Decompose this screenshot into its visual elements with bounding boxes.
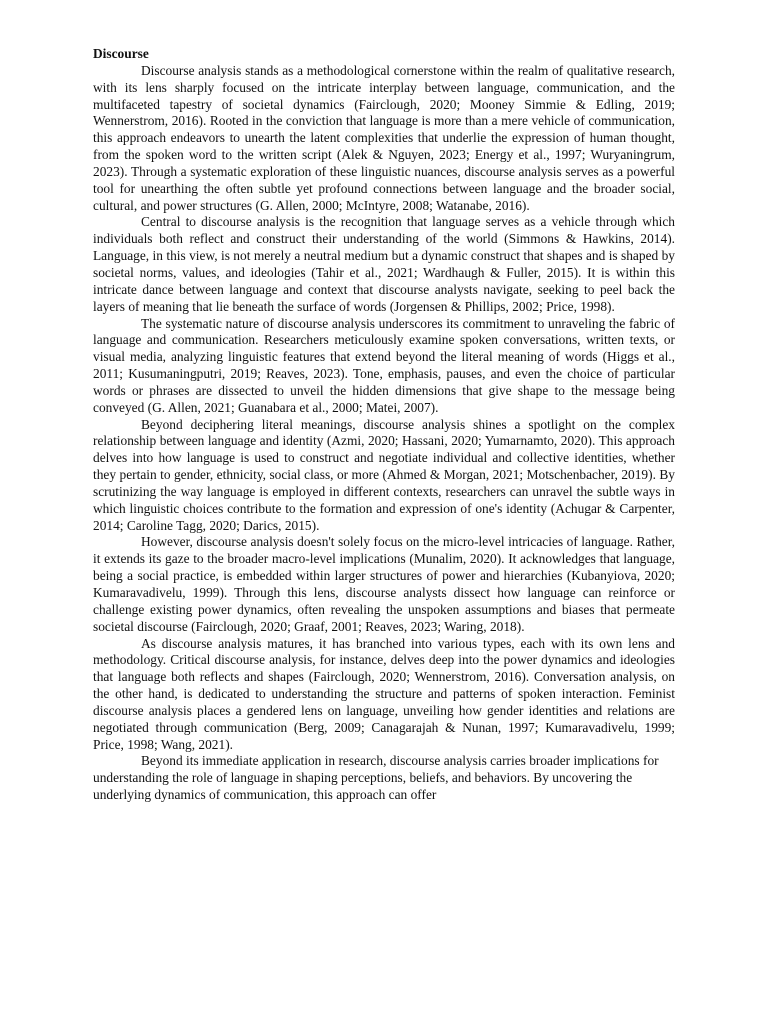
document-page bbox=[93, 46, 675, 804]
paragraph-1: Discourse analysis stands as a methodological cornerstone within the realm of qualitative research, with its lens sharply focused on the intricate interplay between language, communication, and the multifaceted tapestry of societal dynamics (Fairclough, 2020; Mooney Simmie & Edling, 2019; Wennerstrom, 2016). Rooted in the conviction that language is more than a mere vehicle of communication, this approach endeavors to unearth the latent complexities that underlie the expression of human thought, from the spoken word to the written script (Alek & Nguyen, 2023; Energy et al., 1997; Wuryaningrum, 2023). Through a systematic exploration of these linguistic nuances, discourse analysis serves as a powerful tool for unearthing the often subtle yet profound connections between language and the broader social, cultural, and power structures (G. Allen, 2000; McIntyre, 2008; Watanabe, 2016). bbox=[93, 62, 675, 213]
paragraph-4: Beyond deciphering literal meanings, discourse analysis shines a spotlight on the complex relationship between language and identity (Azmi, 2020; Hassani, 2020; Yumarnamto, 2020). This approach delves into how language is used to construct and negotiate individual and collective identities, whether they pertain to gender, ethnicity, social class, or more (Ahmed & Morgan, 2021; Motschenbacher, 2019). By scrutinizing the way language is employed in different contexts, researchers can unravel the subtle ways in which linguistic choices contribute to the formation and expression of one's identity (Achugar & Carpenter, 2014; Caroline Tagg, 2020; Darics, 2015). bbox=[93, 416, 675, 533]
section-heading: Discourse bbox=[93, 46, 149, 61]
paragraph-5: However, discourse analysis doesn't solely focus on the micro-level intricacies of language. Rather, it extends its gaze to the broader macro-level implications (Munalim, 2020). It acknowledges that language, being a social practice, is embedded within larger structures of power and hierarchies (Kubanyiova, 2020; Kumaravadivelu, 1999). Through this lens, discourse analysts dissect how language can reinforce or challenge existing power dynamics, often revealing the unspoken assumptions and biases that permeate societal discourse (Fairclough, 2020; Graaf, 2001; Reaves, 2023; Waring, 2018). bbox=[93, 534, 675, 634]
paragraph-7: Beyond its immediate application in research, discourse analysis carries broader implications for understanding the role of language in shaping perceptions, beliefs, and behaviors. By uncovering the underlying dynamics of communication, this approach can offer bbox=[93, 753, 659, 803]
paragraph-2: Central to discourse analysis is the recognition that language serves as a vehicle through which individuals both reflect and construct their understanding of the world (Simmons & Hawkins, 2014). Language, in this view, is not merely a neutral medium but a dynamic construct that shapes and is shaped by societal norms, values, and ideologies (Tahir et al., 2021; Wardhaugh & Fuller, 2015). It is within this intricate dance between language and context that discourse analysts navigate, seeking to peel back the layers of meaning that lie beneath the surface of words (Jorgensen & Phillips, 2002; Price, 1998). bbox=[93, 214, 675, 314]
paragraph-3: The systematic nature of discourse analysis underscores its commitment to unraveling the fabric of language and communication. Researchers meticulously examine spoken conversations, written texts, or visual media, analyzing linguistic features that extend beyond the literal meaning of words (Higgs et al., 2011; Kusumaningputri, 2019; Reaves, 2023). Tone, emphasis, pauses, and even the choice of particular words or phrases are dissected to unveil the hidden dimensions that give shape to the message being conveyed (G. Allen, 2021; Guanabara et al., 2000; Matei, 2007). bbox=[93, 315, 675, 415]
paragraph-6: As discourse analysis matures, it has branched into various types, each with its own lens and methodology. Critical discourse analysis, for instance, delves deep into the power dynamics and ideologies that language both reflects and shapes (Fairclough, 2020; Wennerstrom, 2016). Conversation analysis, on the other hand, is dedicated to understanding the structure and patterns of spoken interaction. Feminist discourse analysis places a gendered lens on language, unveiling how gender identities and relations are negotiated through communication (Berg, 2009; Canagarajah & Nunan, 1997; Kumaravadivelu, 1999; Price, 1998; Wang, 2021). bbox=[93, 635, 675, 752]
